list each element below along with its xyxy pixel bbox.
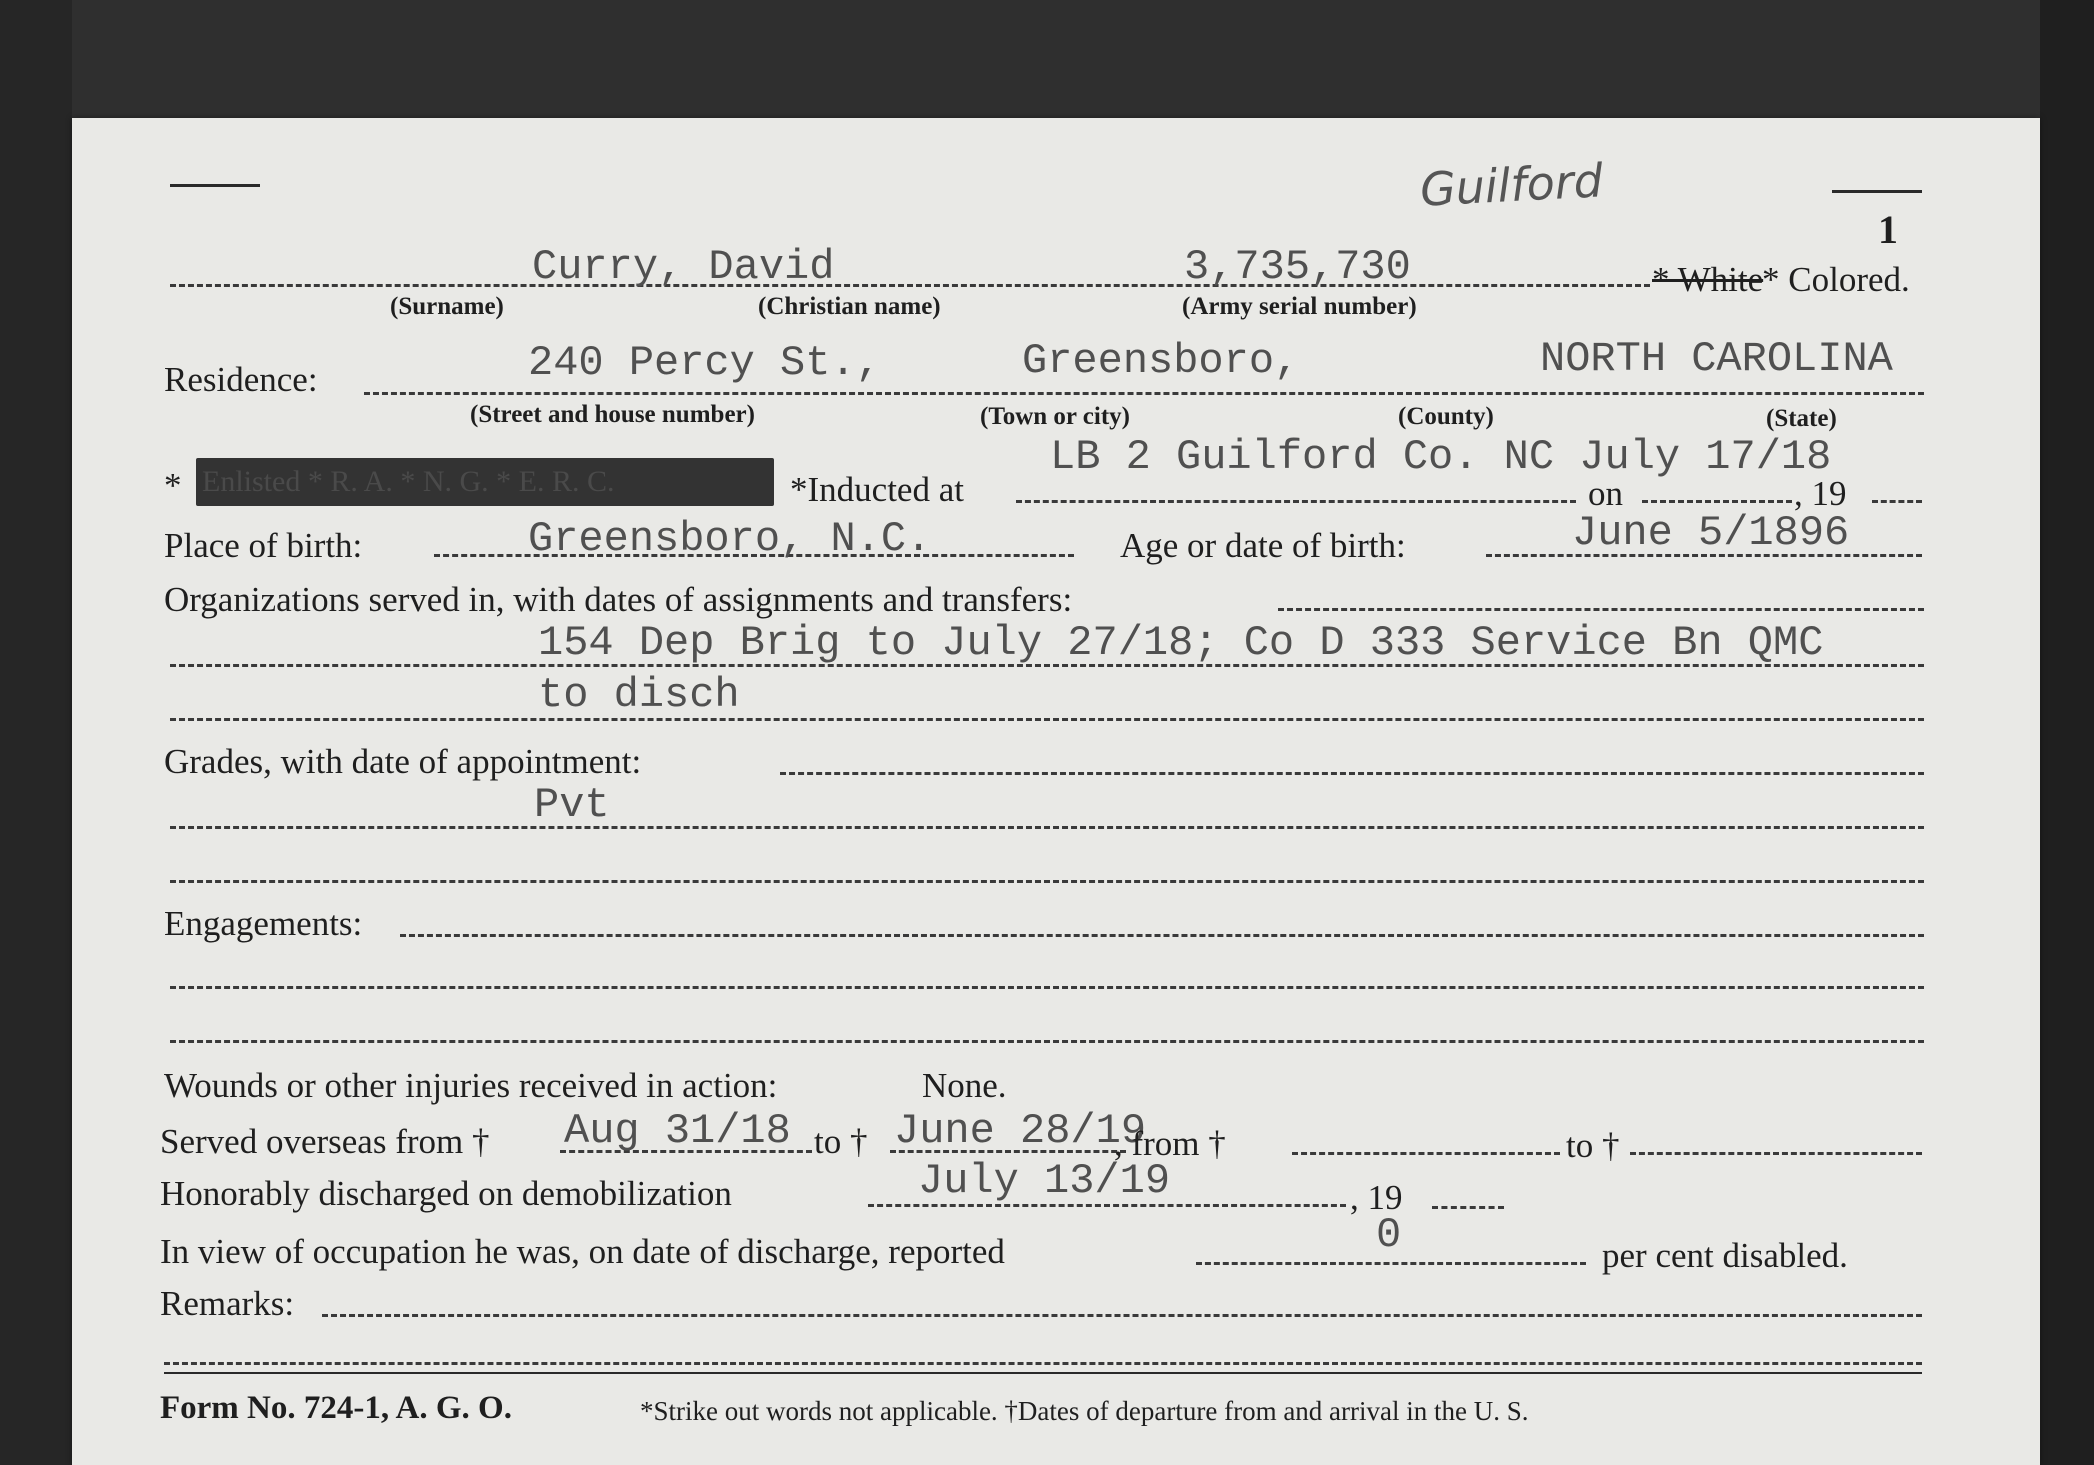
footer-footnote: *Strike out words not applicable. †Dates of departure from and arrival in the U. S.: [640, 1396, 1529, 1426]
engagements-line-0: [400, 934, 1924, 937]
organizations-label: Organizations served in, with dates of assignments and transfers:: [164, 580, 1073, 619]
serial-caption: (Army serial number): [1182, 293, 1417, 320]
name-value: Curry, David: [532, 243, 835, 291]
discharge-year-line: [1432, 1206, 1504, 1209]
disability-line: [1196, 1262, 1586, 1265]
grades-line-1: [170, 826, 1924, 829]
overseas-to2-label: to †: [1566, 1126, 1620, 1165]
top-left-rule: [170, 184, 260, 187]
grades-line-2: [170, 880, 1924, 883]
remarks-label: Remarks:: [160, 1284, 295, 1323]
redacted-enlistment-options: [196, 458, 774, 506]
discharge-label: Honorably discharged on demobilization: [160, 1174, 732, 1213]
age-label: Age or date of birth:: [1120, 526, 1406, 565]
footer-rule: [164, 1372, 1922, 1374]
scan-background-top: [0, 0, 2094, 120]
discharge-year-label: , 19: [1350, 1178, 1403, 1217]
overseas-to-value: June 28/19: [894, 1107, 1147, 1155]
wounds-label: Wounds or other injuries received in action:: [164, 1066, 778, 1105]
service-record-card: [72, 118, 2040, 1465]
state-caption: (State): [1766, 405, 1837, 432]
overseas-to2-line: [1630, 1152, 1922, 1155]
wounds-value: None.: [922, 1066, 1007, 1105]
christian-name-caption: (Christian name): [758, 293, 941, 320]
county-handwritten: Guilford: [1418, 153, 1605, 217]
inducted-at-label: *Inducted at: [790, 470, 964, 509]
induction-prefix: *: [164, 466, 182, 505]
place-of-birth-value: Greensboro, N.C.: [528, 515, 932, 563]
inducted-at-line: [1016, 500, 1576, 503]
street-caption: (Street and house number): [470, 401, 755, 428]
name-row-line: [170, 284, 1650, 287]
form-number: Form No. 724-1, A. G. O.: [160, 1390, 512, 1426]
scan-background-right: [2040, 0, 2094, 1465]
overseas-from-value: Aug 31/18: [564, 1107, 791, 1155]
remarks-line-1: [164, 1362, 1922, 1365]
disability-label: In view of occupation he was, on date of discharge, reported: [160, 1232, 1005, 1271]
colored-option: * Colored.: [1762, 260, 1910, 299]
inducted-on-label: on: [1588, 474, 1623, 513]
disability-suffix: per cent disabled.: [1602, 1236, 1848, 1275]
engagements-line-2: [170, 1040, 1924, 1043]
organizations-line-0: [1278, 608, 1924, 611]
residence-label: Residence:: [164, 360, 318, 399]
inducted-on-line: [1642, 500, 1792, 503]
engagements-label: Engagements:: [164, 904, 363, 943]
inducted-at-value: LB 2 Guilford Co. NC July 17/18: [1050, 433, 1832, 481]
overseas-from2-line: [1292, 1152, 1560, 1155]
state-value: NORTH CAROLINA: [1540, 335, 1893, 383]
card-number: 1: [1878, 207, 1898, 252]
place-of-birth-label: Place of birth:: [164, 526, 363, 565]
overseas-to-label: to †: [814, 1122, 868, 1161]
inducted-year-line: [1872, 500, 1922, 503]
engagements-line-1: [170, 986, 1924, 989]
grades-label: Grades, with date of appointment:: [164, 742, 642, 781]
remarks-line-0: [322, 1314, 1922, 1317]
residence-line: [364, 392, 1924, 395]
county-caption: (County): [1398, 403, 1494, 430]
overseas-from2-label: , from †: [1114, 1124, 1226, 1163]
grades-value: Pvt: [534, 781, 610, 829]
age-value: June 5/1896: [1572, 509, 1850, 557]
redacted-enlistment-text: Enlisted * R. A. * N. G. * E. R. C.: [202, 465, 615, 498]
scan-background-left: [0, 0, 72, 1465]
surname-caption: (Surname): [390, 293, 504, 320]
organizations-line-2: [170, 718, 1924, 721]
street-value: 240 Percy St.,: [528, 339, 881, 387]
inducted-year-label: , 19: [1794, 474, 1847, 513]
town-caption: (Town or city): [980, 403, 1130, 430]
organizations-value-line1: 154 Dep Brig to July 27/18; Co D 333 Service Bn QMC: [538, 619, 1824, 667]
discharge-value: July 13/19: [918, 1157, 1171, 1205]
serial-value: 3,735,730: [1184, 243, 1411, 291]
town-value: Greensboro,: [1022, 337, 1300, 385]
top-right-rule: [1832, 190, 1922, 193]
organizations-value-line2: to disch: [538, 671, 740, 719]
white-option: * White: [1652, 260, 1764, 299]
overseas-from-label: Served overseas from †: [160, 1122, 490, 1161]
grades-line-0: [780, 772, 1924, 775]
disability-value: 0: [1376, 1211, 1402, 1259]
